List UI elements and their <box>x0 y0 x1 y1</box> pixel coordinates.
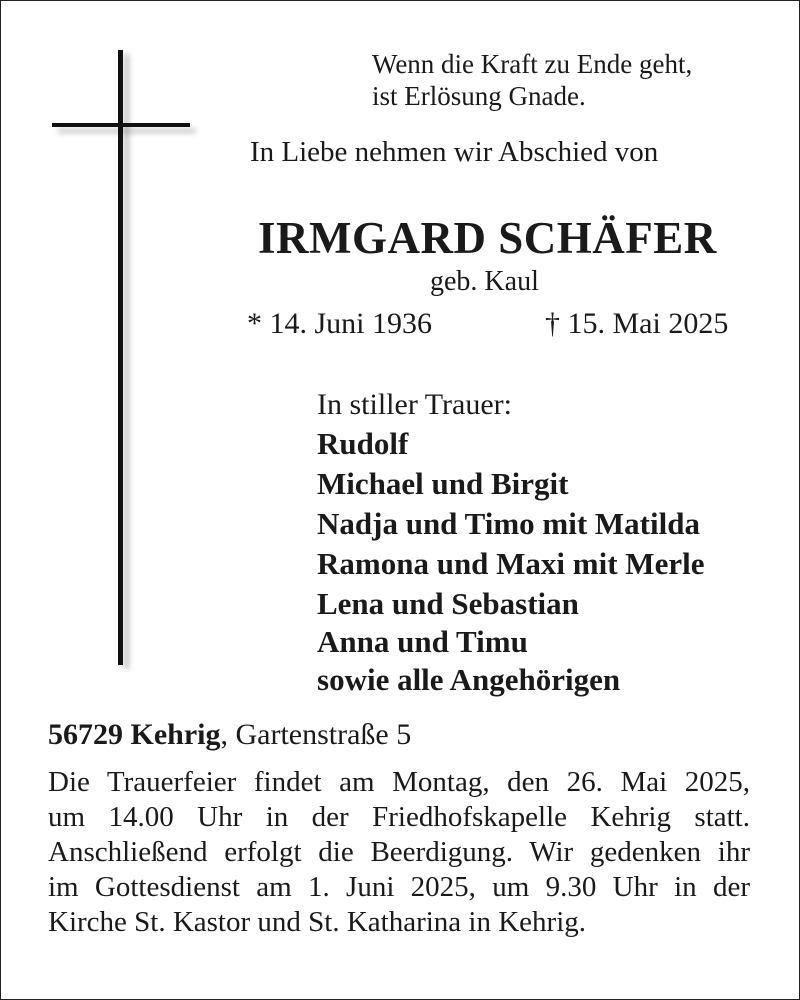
mourner-name: Nadja und Timo mit Matilda <box>317 506 700 541</box>
mourners-label: In stiller Trauer: <box>317 388 512 421</box>
address <box>48 718 411 752</box>
maiden-name: geb. Kaul <box>430 266 539 297</box>
funeral-info <box>48 765 750 940</box>
funeral-line: um 14.00 Uhr in der Friedhofskapelle Kehrig statt. <box>48 801 750 833</box>
deceased-name: IRMGARD SCHÄFER <box>258 213 717 263</box>
mourner-name: Rudolf <box>317 426 409 461</box>
mourner-name: Lena und Sebastian <box>317 586 579 621</box>
funeral-line: Die Trauerfeier findet am Montag, den 26. Mai 2025, <box>48 766 750 798</box>
cross-icon <box>118 50 123 665</box>
birth-date: * 14. Juni 1936 <box>247 307 433 340</box>
mourner-name: sowie alle Angehörigen <box>317 662 621 697</box>
address-street: , Gartenstraße 5 <box>220 718 412 751</box>
mourner-name: Ramona und Maxi mit Merle <box>317 546 705 581</box>
funeral-line: Anschließend erfolgt die Beerdigung. Wir gedenken ihr <box>48 836 750 868</box>
intro-text: In Liebe nehmen wir Abschied von <box>250 136 659 168</box>
cross-bar <box>52 123 190 127</box>
motto-line-1: Wenn die Kraft zu Ende geht, <box>372 49 693 79</box>
funeral-line: im Gottesdienst am 1. Juni 2025, um 9.30 Uhr in der <box>48 871 750 903</box>
address-city: 56729 Kehrig <box>48 718 221 751</box>
mourner-name: Anna und Timu <box>317 624 528 659</box>
mourner-name: Michael und Birgit <box>317 466 569 501</box>
death-date: † 15. Mai 2025 <box>545 307 729 340</box>
funeral-line: Kirche St. Kastor und St. Katharina in Kehrig. <box>48 906 587 938</box>
motto-line-2: ist Erlösung Gnade. <box>372 81 586 111</box>
